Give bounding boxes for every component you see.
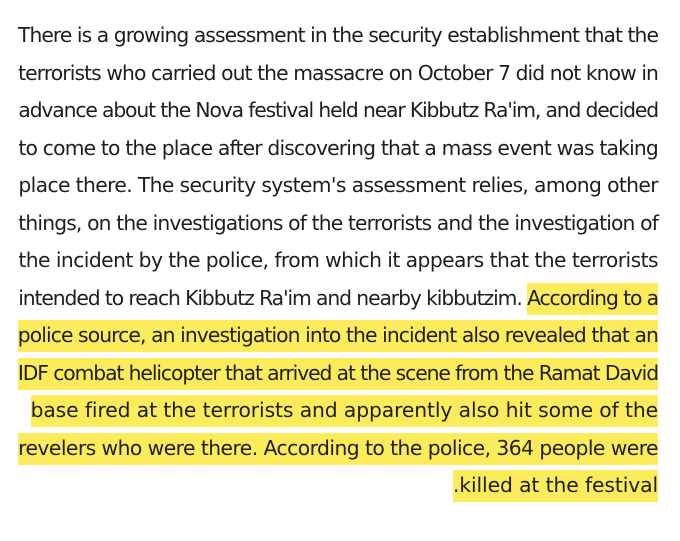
highlighted-text: .killed at the festival [453, 470, 658, 502]
paragraph-line [31, 390, 658, 430]
plain-text: There is a growing assessment in the security establishment that the [18, 23, 658, 47]
paragraph-line [18, 353, 658, 393]
plain-text: intended to reach Kibbutz Ra'im and nearby kibbutzim. [18, 285, 528, 310]
paragraph-line [18, 278, 658, 318]
paragraph-line [18, 203, 658, 243]
highlighted-text: According to a [527, 283, 658, 315]
paragraph-line [18, 428, 658, 468]
plain-text: advance about the Nova festival held near Kibbutz Ra'im, and decided [18, 98, 658, 122]
paragraph-line [18, 315, 658, 355]
paragraph-line [18, 128, 658, 168]
paragraph-line [18, 240, 658, 280]
plain-text: things, on the investigations of the terrorists and the investigation of [18, 210, 658, 235]
paragraph-line [18, 165, 658, 205]
highlighted-text: police source, an investigation into the incident also revealed that an [18, 320, 658, 352]
paragraph-line [18, 53, 658, 93]
highlighted-text: base fired at the terrorists and apparently also hit some of the [31, 395, 658, 427]
plain-text: place there. The security system's assessment relies, among other [18, 173, 658, 197]
paragraph-line [18, 15, 658, 55]
highlighted-text: IDF combat helicopter that arrived at the scene from the Ramat David [18, 358, 658, 390]
article-text-block [0, 15, 680, 535]
plain-text: terrorists who carried out the massacre on October 7 did not know in [18, 60, 658, 85]
plain-text: to come to the place after discovering that a mass event was taking [18, 135, 658, 160]
highlighted-text: revelers who were there. According to the police, 364 people were [18, 433, 658, 465]
paragraph-line [18, 90, 658, 130]
paragraph-line [453, 465, 658, 505]
plain-text: the incident by the police, from which it appears that the terrorists [18, 248, 658, 272]
